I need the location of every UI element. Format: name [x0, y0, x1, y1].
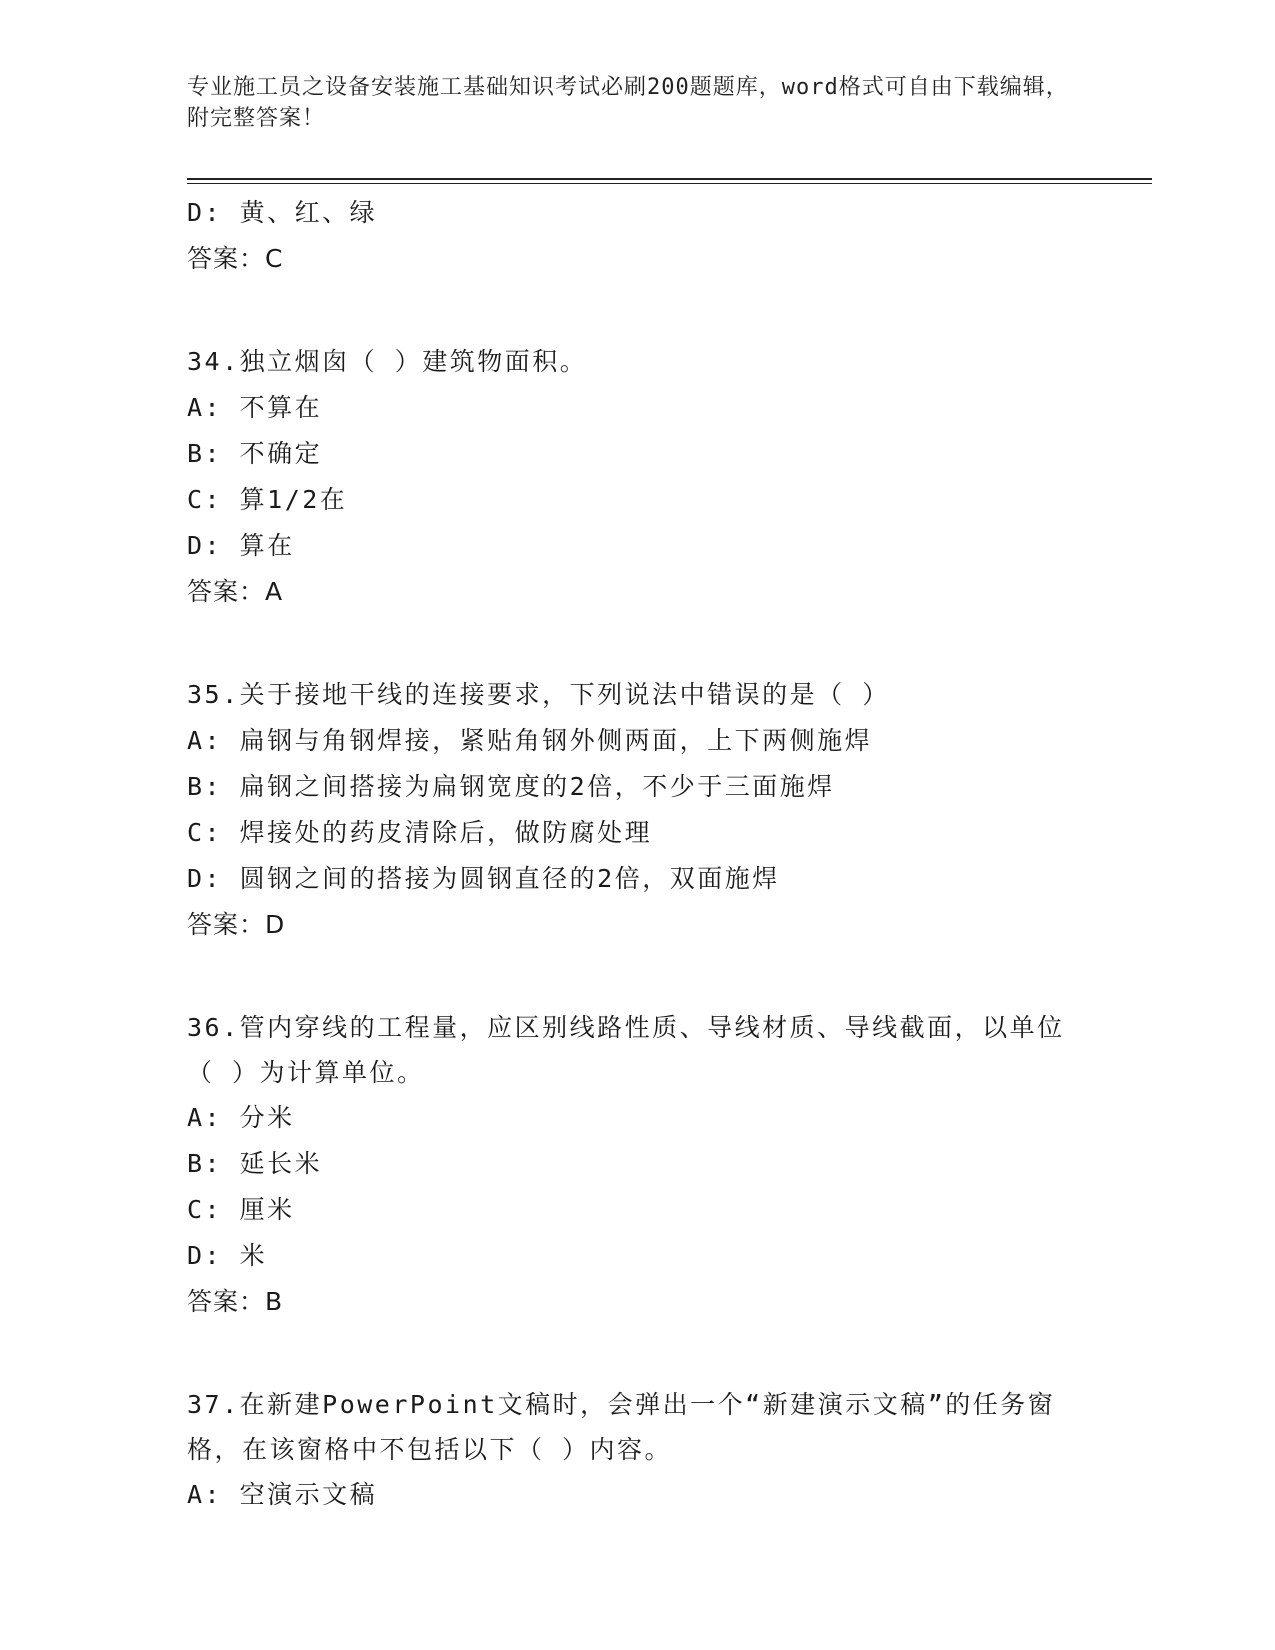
question-text: 34.独立烟囱（ ）建筑物面积。: [187, 347, 588, 376]
question-list: [187, 190, 1087, 1518]
question-text: 37.在新建PowerPoint文稿时，会弹出一个“新建演示文稿”的任务窗格，在该窗格中不包括以下（ ）内容。: [187, 1390, 1056, 1464]
spacer: [187, 948, 1087, 1005]
option-line: D: 米: [187, 1241, 268, 1270]
answer-line: 答案：D: [187, 910, 286, 939]
option-line: C: 厘米: [187, 1195, 295, 1224]
answer-line: 答案：C: [187, 244, 284, 273]
spacer: [187, 282, 1087, 339]
answer-line: 答案：A: [187, 577, 284, 606]
option-line: D: 黄、红、绿: [187, 198, 378, 227]
option-line: D: 算在: [187, 531, 295, 560]
option-line: A: 不算在: [187, 393, 323, 422]
option-line: D: 圆钢之间的搭接为圆钢直径的2倍，双面施焊: [187, 864, 780, 893]
option-line: A: 空演示文稿: [187, 1480, 378, 1509]
answer-line: 答案：B: [187, 1287, 284, 1316]
header-rule-thin: [187, 183, 1152, 184]
option-line: A: 扁钢与角钢焊接，紧贴角钢外侧两面，上下两侧施焊: [187, 726, 873, 755]
option-line: B: 不确定: [187, 439, 323, 468]
option-line: C: 算1/2在: [187, 485, 348, 514]
document-header: 专业施工员之设备安装施工基础知识考试必刷200题题库，word格式可自由下载编辑，附完整答案！: [187, 75, 1069, 131]
spacer: [187, 1325, 1087, 1382]
question-text: 35.关于接地干线的连接要求，下列说法中错误的是（ ）: [187, 680, 890, 709]
spacer: [187, 615, 1087, 672]
question-text: 36.管内穿线的工程量，应区别线路性质、导线材质、导线截面，以单位（ ）为计算单位。: [187, 1013, 1065, 1087]
option-line: C: 焊接处的药皮清除后，做防腐处理: [187, 818, 653, 847]
option-line: B: 延长米: [187, 1149, 323, 1178]
option-line: B: 扁钢之间搭接为扁钢宽度的2倍，不少于三面施焊: [187, 772, 835, 801]
option-line: A: 分米: [187, 1103, 295, 1132]
header-rule-thick: [187, 178, 1152, 180]
